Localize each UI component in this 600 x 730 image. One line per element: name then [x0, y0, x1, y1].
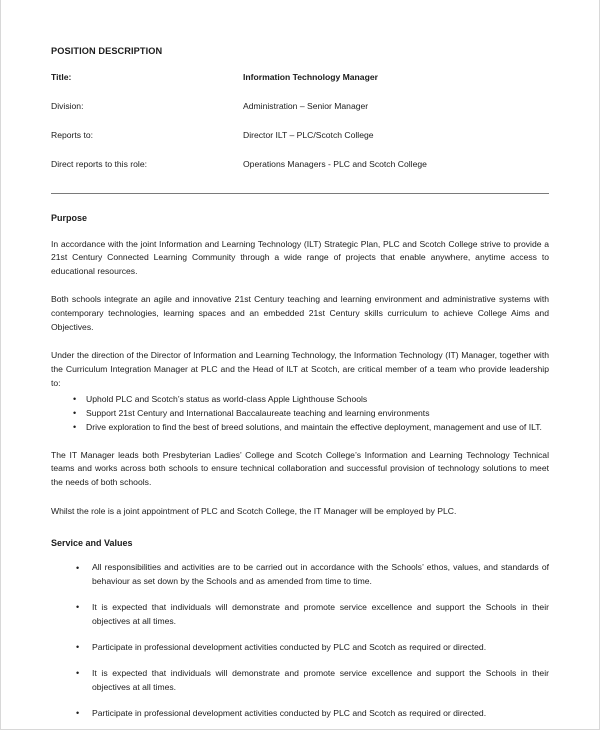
- section-heading-purpose: Purpose: [51, 212, 88, 223]
- meta-label: Title:: [51, 72, 72, 83]
- paragraph: Whilst the role is a joint appointment of PLC and Scotch College, the IT Manager will be employed by PLC.: [51, 506, 457, 517]
- list-item: • It is expected that individuals will demonstrate and promote service excellence and support the Schools in their objectives at all times.: [51, 667, 549, 695]
- purpose-bullet-list: [51, 393, 549, 435]
- meta-value: Information Technology Manager: [243, 72, 378, 83]
- meta-value: Administration – Senior Manager: [243, 100, 369, 111]
- list-item: • Drive exploration to find the best of breed solutions, and maintain the effective deployment, management and use of ILT.: [51, 421, 549, 435]
- table-row: [51, 73, 549, 102]
- section-divider: [51, 193, 549, 194]
- paragraph: Both schools integrate an agile and innovative 21st Century teaching and learning environment and administrative systems with contemporary technologies, learning spaces and an embedded 21st Century skills curriculum to achieve College Aims and Objectives.: [51, 294, 549, 333]
- section-heading-service-and-values: Service and Values: [51, 538, 133, 549]
- meta-value: Operations Managers - PLC and Scotch College: [243, 158, 427, 169]
- paragraph: In accordance with the joint Information and Learning Technology (ILT) Strategic Plan, PLC and Scotch College strive to provide a 21st Century Connected Learning Community through a wide range of projects that enable anywhere, anytime access to educational resources.: [51, 238, 549, 277]
- meta-value: Director ILT – PLC/Scotch College: [243, 129, 374, 140]
- table-row: [51, 160, 549, 189]
- table-row: [51, 131, 549, 160]
- service-values-bullet-list: [51, 561, 549, 720]
- page-title: POSITION DESCRIPTION: [51, 46, 163, 56]
- position-details-table: [51, 73, 549, 189]
- list-item: • Participate in professional development activities conducted by PLC and Scotch as required or directed.: [51, 707, 549, 721]
- table-row: [51, 102, 549, 131]
- paragraph: The IT Manager leads both Presbyterian Ladies’ College and Scotch College’s Information and Learning Technology Technical teams and works across both schools to ensure technical collaboration and successful provision of technology solutions to meet the needs of both schools.: [51, 449, 549, 488]
- meta-label: Direct reports to this role:: [51, 158, 147, 169]
- meta-label: Reports to:: [51, 129, 94, 140]
- list-item: • Participate in professional development activities conducted by PLC and Scotch as required or directed.: [51, 641, 549, 655]
- list-item: • Support 21st Century and International Baccalaureate teaching and learning environments: [51, 407, 549, 421]
- list-item: • It is expected that individuals will demonstrate and promote service excellence and support the Schools in their objectives at all times.: [51, 601, 549, 629]
- list-item: • Uphold PLC and Scotch’s status as world-class Apple Lighthouse Schools: [51, 393, 549, 407]
- meta-label: Division:: [51, 100, 84, 111]
- list-item: • All responsibilities and activities are to be carried out in accordance with the Schools’ ethos, values, and standards of behaviour as set down by the Schools and as amended from time to time.: [51, 561, 549, 589]
- paragraph: Under the direction of the Director of Information and Learning Technology, the Information Technology (IT) Manager, together with the Curriculum Integration Manager at PLC and the Head of ILT at Scotch, are critical member of a team who provide leadership to:: [51, 350, 549, 388]
